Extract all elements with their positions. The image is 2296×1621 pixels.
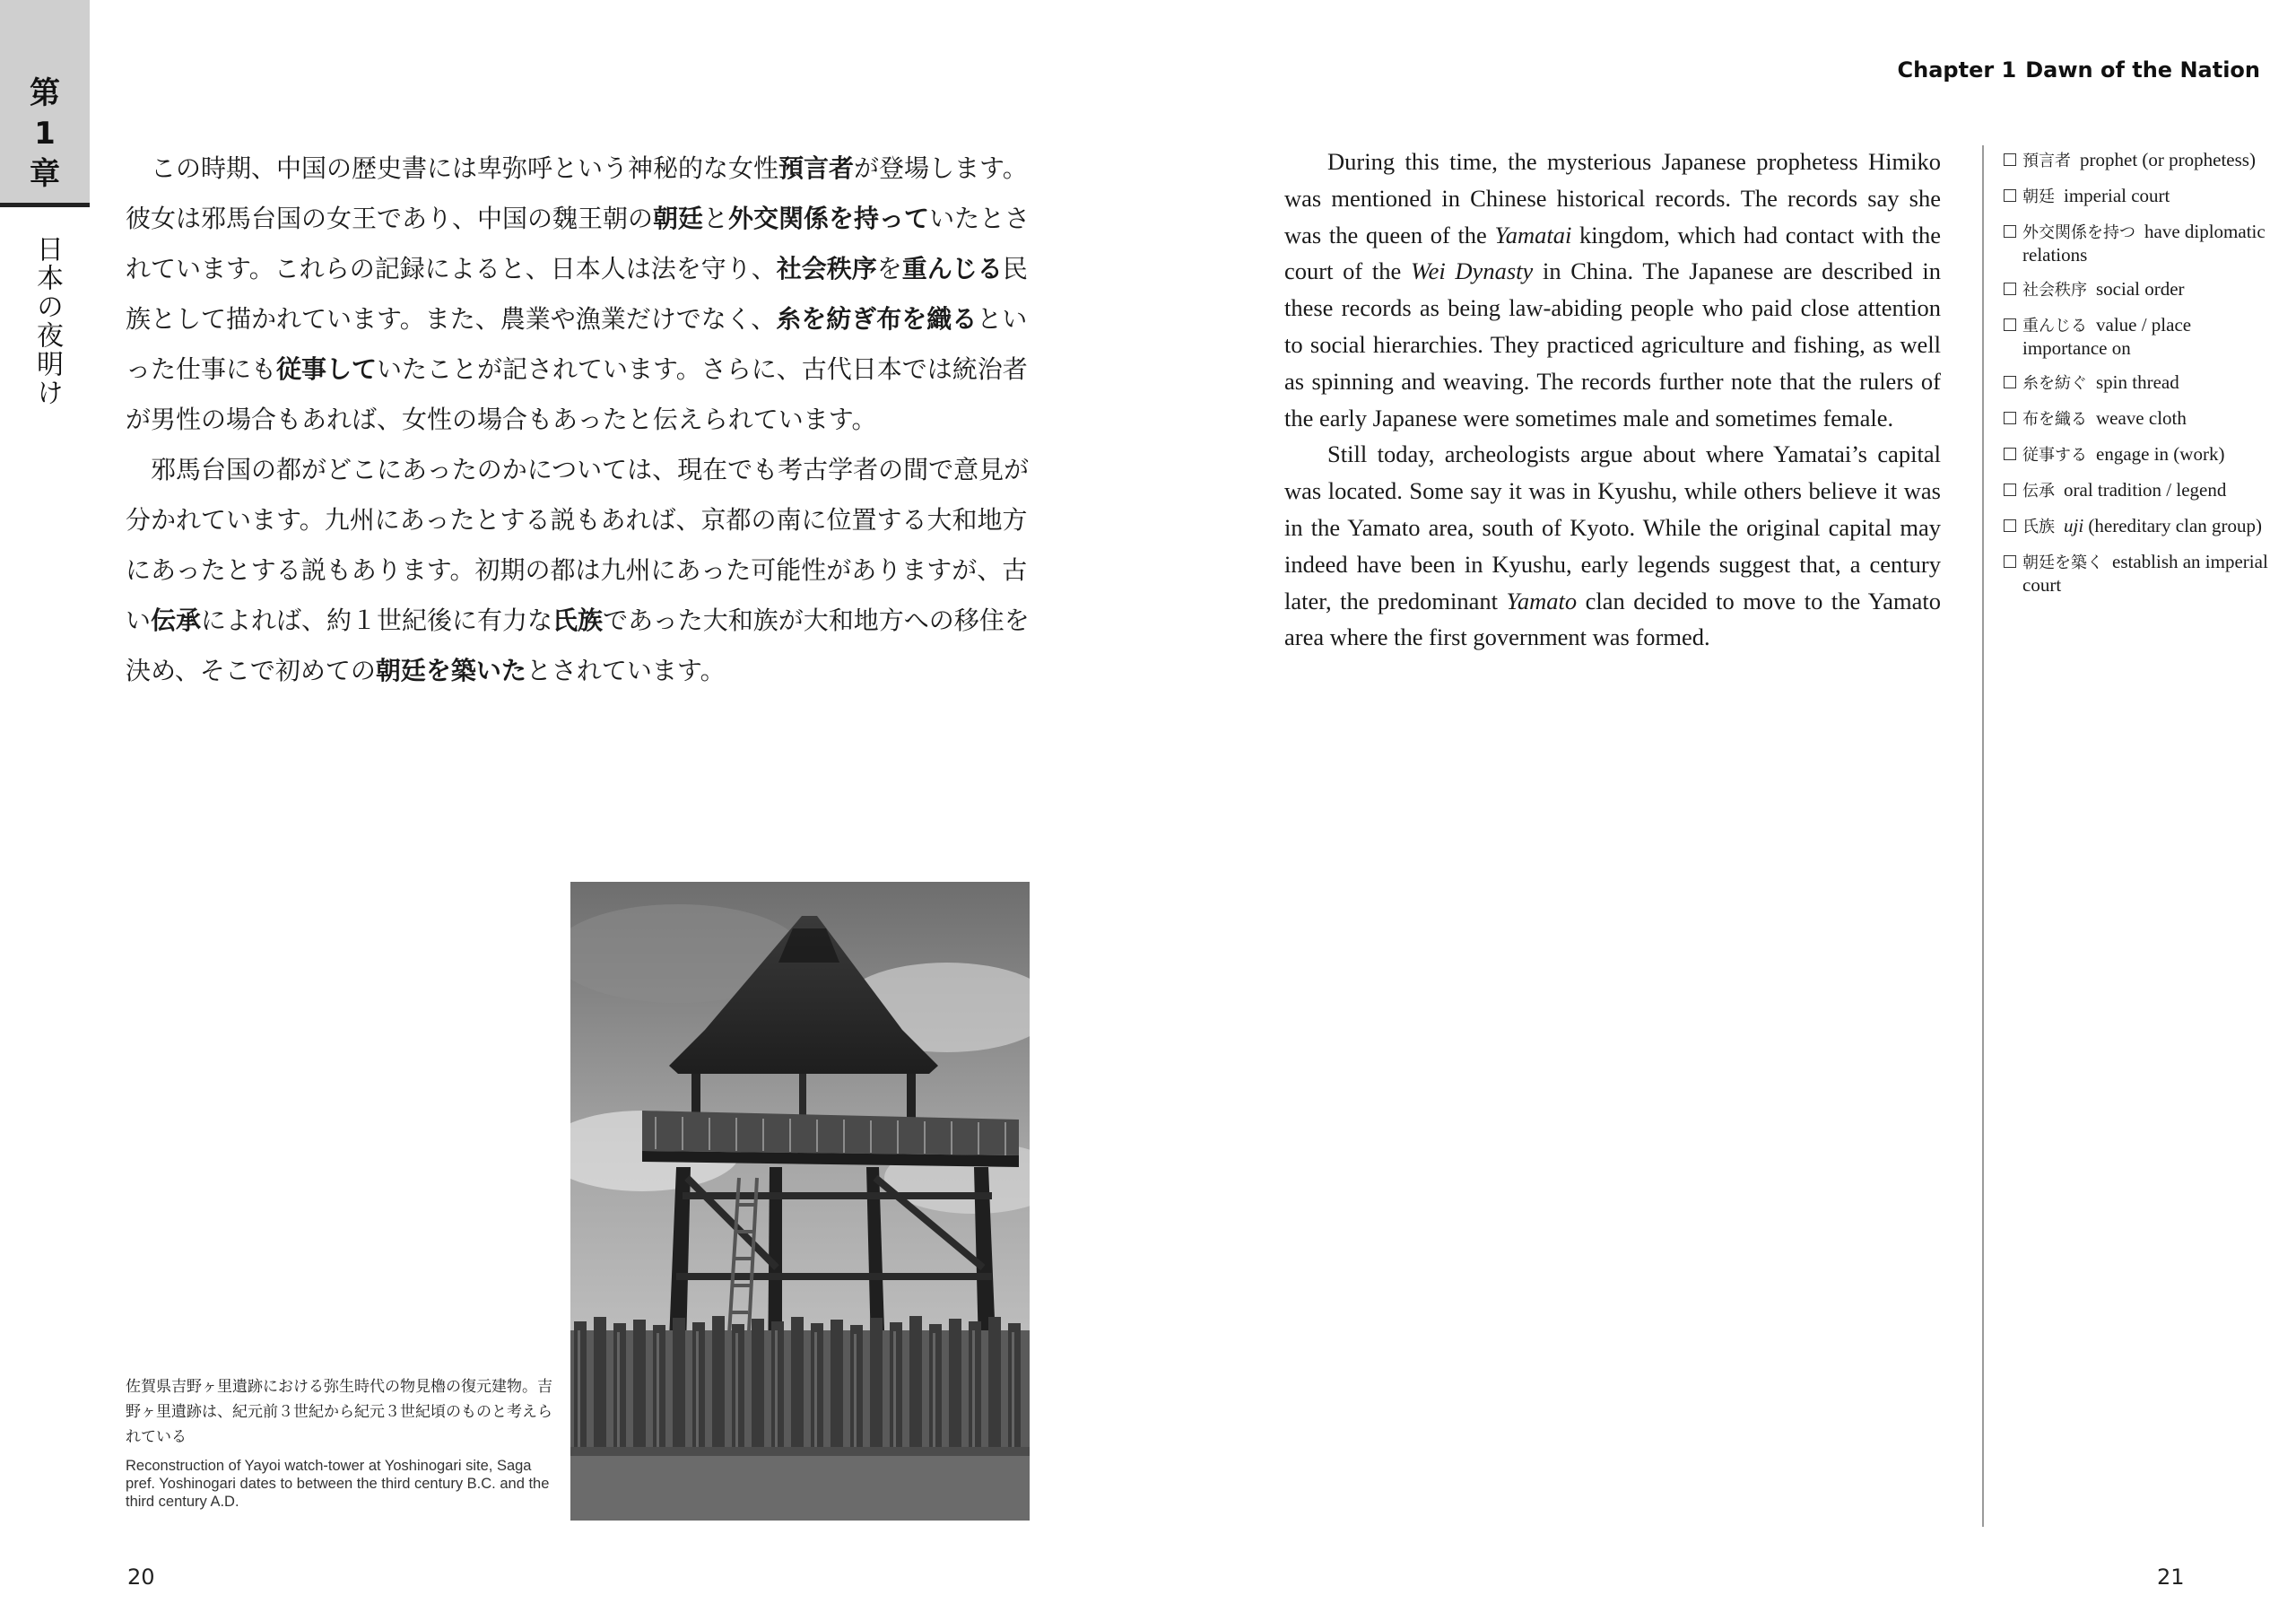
english-paragraph-2 [1284, 436, 1941, 656]
vocab-text [2022, 371, 2271, 395]
jp-key-term: 糸を紡ぎ [776, 304, 877, 334]
jp-key-term: 伝承 [151, 606, 202, 635]
vocab-japanese: 糸を紡ぐ [2022, 374, 2087, 393]
jp-run: 邪馬台国の都がどこにあったのかについては、現在でも考古学者の間で意見が分かれています。九州にあったとする説もあれば、京都の南に位置する大和地方にあったとする説もあります。初期の都は九州にあった可能性がありますが、古い [126, 455, 1030, 635]
vocab-english: social order [2096, 278, 2185, 300]
checkbox-icon [2004, 555, 2016, 568]
vocab-english: value / place importance on [2022, 314, 2192, 359]
vocab-text [2022, 278, 2271, 301]
jp-key-term: 外交関係を持って [728, 204, 930, 233]
vocab-japanese: 社会秩序 [2022, 281, 2087, 300]
vocab-english-italic: uji [2064, 515, 2084, 536]
vocab-item [2002, 371, 2271, 395]
jp-run: といった仕事にも [126, 304, 1028, 384]
vocab-item [2002, 443, 2271, 466]
jp-run: によれば、約１世紀後に有力な [201, 606, 553, 635]
en-italic-term: Yamato [1506, 587, 1578, 614]
jp-key-term: 預言者 [778, 153, 855, 183]
jp-run: 民族として描かれています。また、農業や漁業だけでなく、 [126, 254, 1028, 334]
vocab-item [2002, 515, 2271, 538]
vocab-english: (hereditary clan group) [2083, 515, 2262, 536]
checkbox-icon [2004, 189, 2016, 202]
vocab-english: weave cloth [2096, 407, 2187, 429]
vocab-text [2022, 551, 2271, 596]
en-italic-term: Wei Dynasty [1410, 257, 1534, 285]
jp-run: を [876, 254, 902, 283]
photo-caption-japanese: 佐賀県吉野ヶ里遺跡における弥生時代の物見櫓の復元建物。吉野ヶ里遺跡は、紀元前３世紀から紀元３世紀頃のものと考えられている [126, 1378, 552, 1446]
vocab-english: have diplomatic relations [2022, 221, 2266, 266]
vocab-english: spin thread [2096, 371, 2179, 393]
vocab-english: establish an imperial court [2022, 551, 2268, 596]
vocab-english: engage in (work) [2096, 443, 2225, 465]
en-run: Still today, archeologists argue about where Yamatai’s capital was located. Some say it was in Kyushu, while others believe it was in the Yamato area, south of Kyoto. While the original capital may indeed have been in Kyushu, early legends suggest that, a century later, the predominant [1284, 440, 1941, 614]
vocab-item [2002, 479, 2271, 502]
chapter-label-dai: 第 [30, 75, 60, 111]
photo-caption-english: Reconstruction of Yayoi watch-tower at Yoshinogari site, Saga pref. Yoshinogari dates to between the third century B.C. and the third century A.D. [126, 1458, 550, 1510]
photo-ground [570, 1447, 1030, 1521]
japanese-text [126, 144, 1033, 696]
jp-run: この時期、中国の歴史書には卑弥呼という神秘的な女性 [151, 153, 779, 183]
vocab-text [2022, 515, 2271, 538]
en-run: kingdom, which had contact with the court of the [1284, 221, 1942, 285]
jp-run: いたとされています。これらの記録によると、日本人は法を守り、 [126, 204, 1031, 283]
vocab-item [2002, 407, 2271, 431]
japanese-paragraph-1 [126, 144, 1033, 445]
vocab-english: oral tradition / legend [2064, 479, 2227, 501]
jp-key-term: 重んじる [901, 254, 1003, 283]
vocab-text [2022, 314, 2271, 359]
jp-key-term: 社会秩序 [776, 254, 877, 283]
checkbox-icon [2004, 318, 2016, 331]
vocab-japanese: 布を織る [2022, 410, 2087, 429]
checkbox-icon [2004, 519, 2016, 532]
jp-key-term: 朝廷 [653, 204, 704, 233]
checkbox-icon [2004, 484, 2016, 496]
vocab-item [2002, 314, 2271, 359]
vocab-japanese: 外交関係を持つ [2022, 223, 2135, 242]
jp-key-term: 従事して [276, 354, 378, 384]
english-paragraph-1 [1284, 144, 1941, 436]
checkbox-icon [2004, 153, 2016, 166]
watchtower-photo [570, 882, 1030, 1521]
header-title: Dawn of the Nation [2025, 57, 2260, 83]
vocab-text [2022, 221, 2271, 266]
jp-key-term: 朝廷を築いた [375, 656, 526, 685]
vocab-item [2002, 221, 2271, 266]
vocab-list [2002, 149, 2271, 608]
vocab-japanese: 朝廷を築く [2022, 553, 2103, 572]
vocab-japanese: 預言者 [2022, 152, 2071, 170]
jp-key-term: 氏族 [552, 606, 604, 635]
page-number-right: 21 [2157, 1564, 2185, 1590]
en-run: in China. The Japanese are described in these records as being law-abiding people who paid close attention to social hierarchies. They practiced agriculture and fishing, as well as spinning and weaving. The records further note that the rulers of the early Japanese were sometimes male and sometimes female. [1284, 257, 1941, 431]
vocab-text [2022, 149, 2271, 172]
jp-run: と [703, 204, 729, 233]
chapter-label-sho: 章 [30, 156, 60, 192]
vocab-item [2002, 149, 2271, 172]
chapter-number-label [0, 74, 90, 195]
checkbox-icon [2004, 225, 2016, 238]
vocab-japanese: 重んじる [2022, 317, 2087, 336]
header-chapter: Chapter 1 [1897, 57, 2017, 83]
page-number-left: 20 [127, 1564, 155, 1590]
vocab-item [2002, 278, 2271, 301]
chapter-title-vertical: 日本の夜明け [31, 235, 63, 407]
vocab-english: prophet (or prophetess) [2080, 149, 2256, 170]
checkbox-icon [2004, 448, 2016, 460]
en-run: During this time, the mysterious Japanese prophetess Himiko was mentioned in Chinese historical records. The records say she was the queen of the [1284, 148, 1941, 248]
vocab-text [2022, 479, 2271, 502]
checkbox-icon [2004, 412, 2016, 424]
vocab-text [2022, 407, 2271, 431]
vocab-japanese: 従事する [2022, 446, 2087, 465]
checkbox-icon [2004, 283, 2016, 295]
en-italic-term: Yamatai [1494, 221, 1572, 248]
vocab-japanese: 伝承 [2022, 482, 2055, 501]
vocab-item [2002, 185, 2271, 208]
running-header [1898, 57, 2260, 83]
en-run: clan decided to move to the Yamato area where the first government was formed. [1284, 587, 1941, 651]
jp-run: とされています。 [526, 656, 726, 685]
vocab-english: imperial court [2064, 185, 2170, 206]
vocab-japanese: 氏族 [2022, 518, 2055, 536]
english-text [1284, 144, 1941, 656]
jp-key-term: 布を織る [876, 304, 978, 334]
vocab-divider [1982, 145, 1984, 1527]
chapter-label-number: 1 [34, 116, 56, 152]
japanese-paragraph-2 [126, 445, 1033, 696]
jp-run: が登場します。彼女は邪馬台国の女王であり、中国の魏王朝の [126, 153, 1028, 233]
chapter-tab-rule [0, 203, 90, 207]
jp-run: いたことが記されています。さらに、古代日本では統治者が男性の場合もあれば、女性の場合もあったと伝えられています。 [126, 354, 1028, 434]
vocab-japanese: 朝廷 [2022, 187, 2055, 206]
checkbox-icon [2004, 376, 2016, 388]
vocab-text [2022, 443, 2271, 466]
jp-run: であった大和族が大和地方への移住を決め、そこで初めての [126, 606, 1030, 685]
vocab-text [2022, 185, 2271, 208]
vocab-item [2002, 551, 2271, 596]
